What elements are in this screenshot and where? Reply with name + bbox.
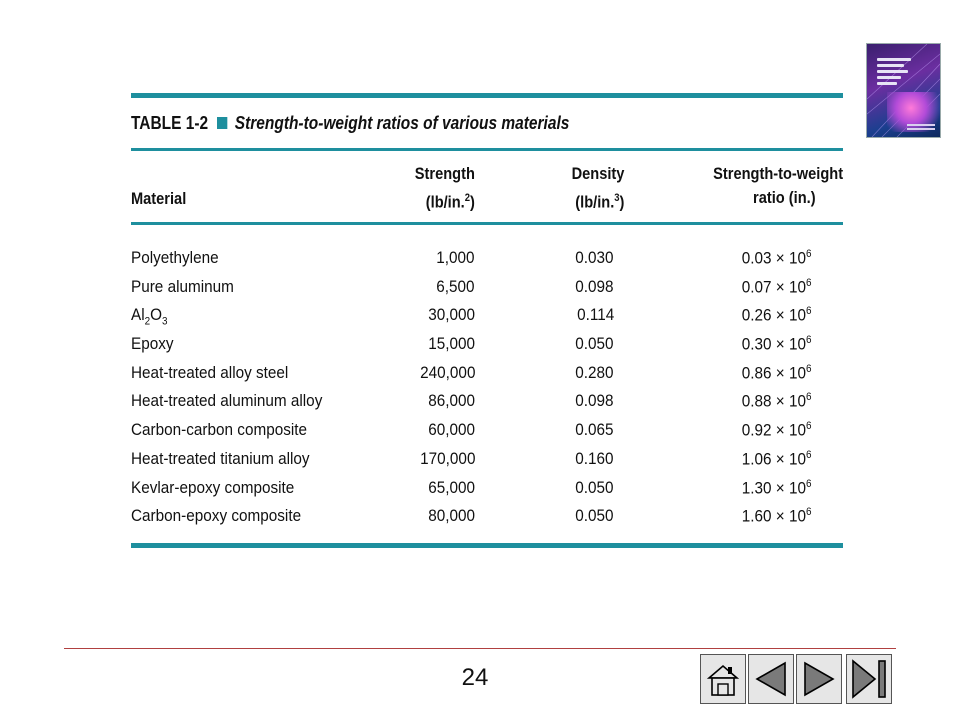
cell-ratio: $0.92 \times 10^6$	[741, 420, 811, 440]
square-bullet-icon	[217, 117, 227, 129]
header-ratio: Strength-to-weight ratio (in.)	[713, 164, 843, 207]
cell-material: Polyethylene	[131, 248, 219, 267]
cell-ratio: $0.07 \times 10^6$	[741, 276, 811, 297]
table-row	[131, 331, 843, 360]
skip-end-icon	[849, 657, 889, 701]
table-body	[131, 225, 843, 543]
cell-material: Heat-treated aluminum alloy	[131, 391, 323, 411]
home-icon	[705, 660, 741, 698]
cell-ratio: $1.30 \times 10^6$	[741, 477, 811, 498]
footer-divider	[64, 648, 896, 649]
previous-slide-button[interactable]	[748, 654, 794, 704]
table-title: Strength-to-weight ratios of various materials	[234, 112, 570, 133]
table-row	[131, 388, 843, 417]
next-slide-button[interactable]	[796, 654, 842, 704]
table-row	[131, 446, 843, 475]
table-row	[131, 360, 843, 389]
cell-density: 0.098	[575, 276, 614, 296]
table-label: TABLE 1-2	[131, 112, 209, 133]
home-button[interactable]	[700, 654, 746, 704]
cell-ratio: $1.60 \times 10^6$	[741, 506, 811, 526]
cell-strength: 1,000	[436, 248, 475, 267]
page-number: 24	[461, 664, 489, 691]
table-caption	[131, 98, 743, 148]
cell-ratio: $0.86 \times 10^6$	[741, 362, 811, 383]
cell-density: 0.098	[575, 391, 614, 411]
table-row	[131, 417, 843, 446]
cell-strength: 60,000	[428, 420, 475, 440]
triangle-right-icon	[801, 659, 837, 699]
cell-material: Pure aluminum	[131, 276, 234, 296]
table-row	[131, 475, 843, 504]
materials-table	[131, 93, 843, 548]
book-cover-thumbnail	[867, 44, 940, 137]
triangle-left-icon	[753, 659, 789, 699]
cell-density: 0.050	[575, 506, 614, 526]
cell-ratio: $0.88 \times 10^6$	[741, 391, 811, 412]
cell-density: 0.065	[575, 420, 614, 440]
cell-density: 0.030	[575, 248, 614, 267]
cell-material: Carbon-epoxy composite	[131, 506, 302, 526]
cell-material: Epoxy	[131, 334, 174, 354]
table-row	[131, 503, 843, 532]
cell-material: Carbon-carbon composite	[131, 420, 308, 440]
cell-density: 0.050	[575, 477, 614, 497]
cover-title-lines	[877, 58, 911, 88]
cell-strength: 65,000	[428, 477, 475, 497]
header-material: Material	[131, 189, 187, 208]
cell-density: 0.050	[575, 334, 614, 354]
cover-author-lines	[907, 124, 935, 132]
cell-ratio: $0.30 \times 10^6$	[741, 334, 811, 354]
cell-material: Heat-treated titanium alloy	[131, 448, 310, 468]
cell-strength: 15,000	[428, 334, 475, 354]
table-bottom-rule	[131, 543, 843, 548]
cell-material: Kevlar-epoxy composite	[131, 477, 295, 497]
cell-ratio: $1.06 \times 10^6$	[741, 448, 811, 469]
cell-strength: 240,000	[419, 362, 475, 382]
cell-density: 0.160	[575, 448, 614, 468]
cell-density: 0.280	[575, 362, 614, 382]
cell-density: 0.114	[576, 305, 614, 325]
header-strength: Strength (lb/in.$^2$)	[414, 164, 475, 212]
cell-strength: 80,000	[428, 506, 475, 526]
header-density: Density (lb/in.$^3$)	[571, 164, 624, 212]
cell-ratio: $0.03 \times 10^6$	[741, 248, 811, 268]
table-row	[131, 302, 843, 331]
cell-strength: 30,000	[428, 305, 475, 325]
table-row	[131, 274, 843, 303]
cell-strength: 86,000	[428, 391, 475, 411]
cell-strength: 6,500	[436, 276, 475, 296]
last-slide-button[interactable]	[846, 654, 892, 704]
cell-material: $Al_2O_3$	[131, 305, 168, 328]
table-row	[131, 245, 843, 274]
cell-strength: 170,000	[419, 448, 475, 468]
cell-ratio: $0.26 \times 10^6$	[741, 305, 811, 326]
cell-material: Heat-treated alloy steel	[131, 362, 289, 382]
table-header	[131, 151, 843, 222]
